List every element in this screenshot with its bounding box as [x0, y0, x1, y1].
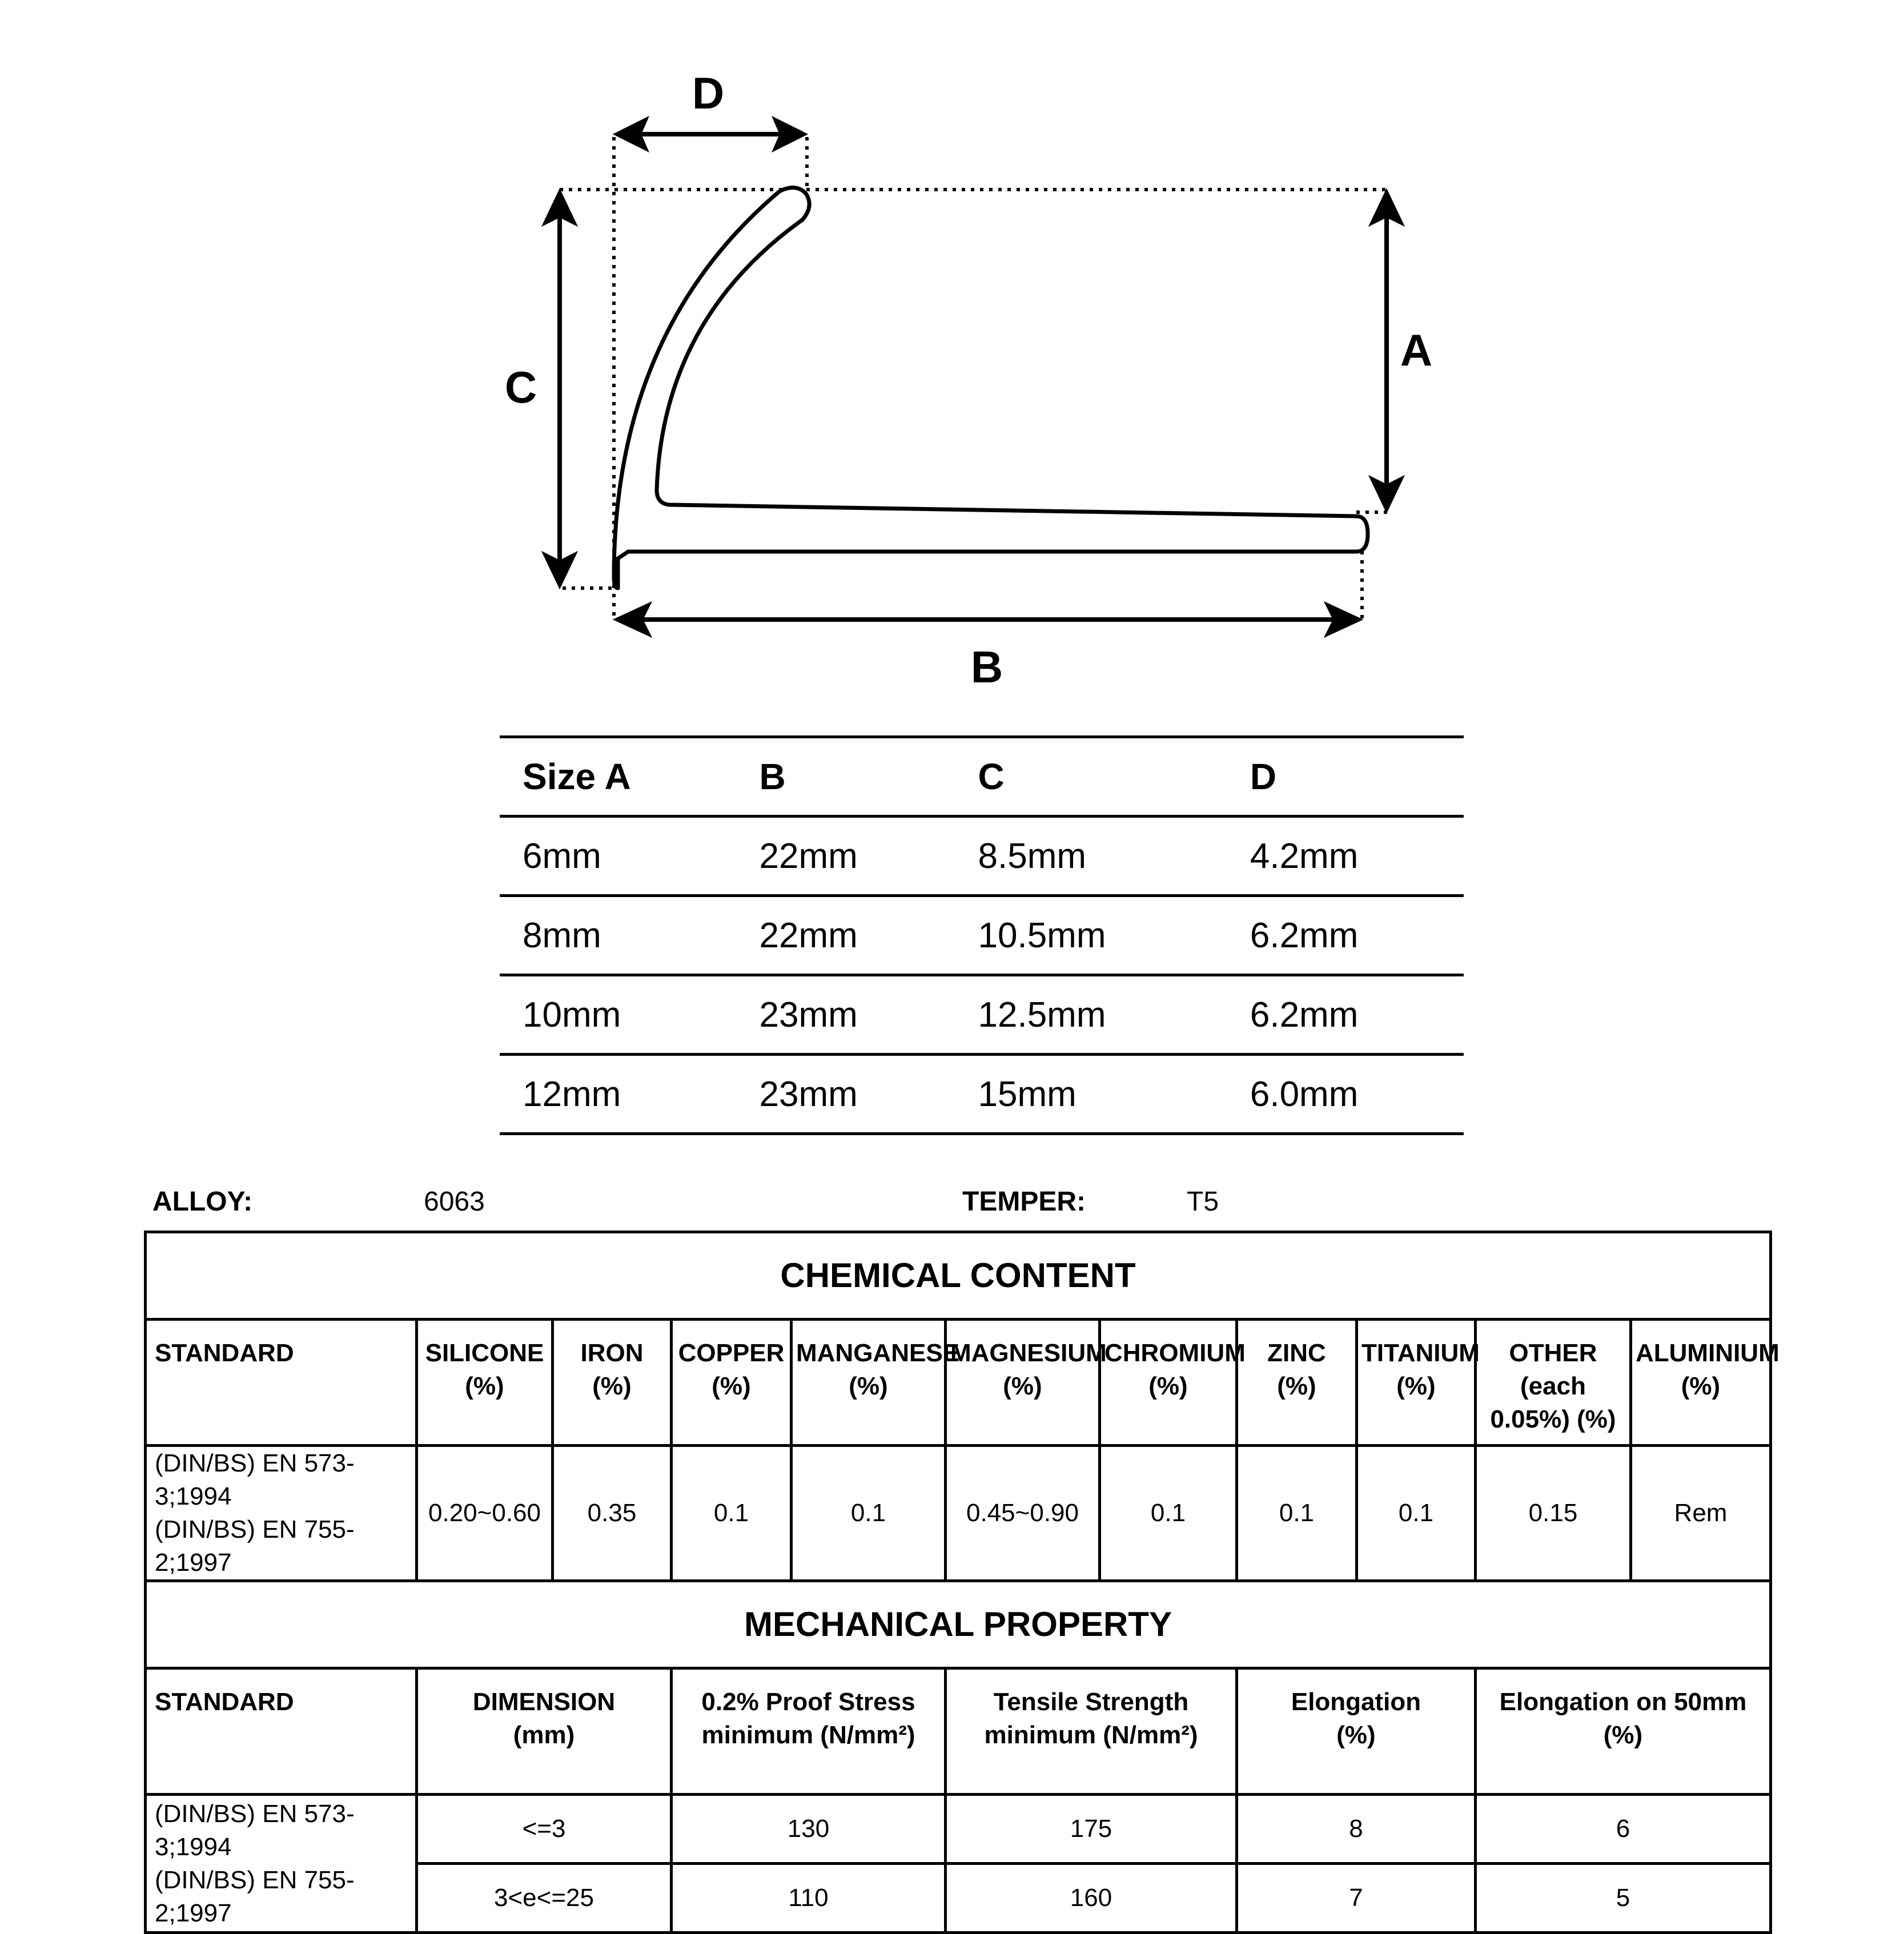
size-cell: 15mm: [955, 1055, 1227, 1134]
standard-line: (DIN/BS) EN 573-3;1994: [155, 1449, 355, 1510]
mechanical-standard-cell: [146, 1795, 417, 1933]
dimension-label-b: B: [970, 642, 1003, 692]
chromium-header: [1100, 1320, 1246, 1446]
table-row: [146, 1446, 1771, 1581]
elongation-50mm-header: [1476, 1668, 1771, 1795]
size-table: [500, 735, 1464, 1135]
size-cell: 8.5mm: [955, 817, 1227, 896]
trim-profile-outline: [614, 188, 1368, 588]
manganese-value: 0.1: [792, 1446, 946, 1581]
size-cell: 4.2mm: [1227, 817, 1464, 896]
tensile-strength-value: 160: [946, 1864, 1237, 1933]
copper-header: [672, 1320, 792, 1446]
size-cell: 23mm: [736, 975, 955, 1055]
table-row: [500, 896, 1464, 975]
size-cell: 6mm: [500, 817, 736, 896]
chemical-content-title: CHEMICAL CONTENT: [146, 1232, 1771, 1320]
dimension-value: <=3: [417, 1795, 672, 1864]
mechanical-header-row: [146, 1668, 1771, 1795]
manganese-header: [792, 1320, 960, 1446]
chemical-header-row: [146, 1320, 1771, 1446]
proof-stress-value: 110: [672, 1864, 946, 1933]
copper-value: 0.1: [672, 1446, 792, 1581]
size-cell: 12mm: [500, 1055, 736, 1134]
dimension-label-c: C: [504, 362, 537, 412]
size-cell: 22mm: [736, 896, 955, 975]
chemical-standard-cell: [146, 1446, 417, 1581]
chemical-title-row: [146, 1232, 1771, 1320]
dimension-label-a: A: [1400, 325, 1433, 375]
header-line: (%): [1681, 1372, 1721, 1400]
standard-line: (DIN/BS) EN 755-2;1997: [155, 1865, 355, 1927]
iron-value: 0.35: [553, 1446, 672, 1581]
header-line: MAGNESIUM: [950, 1339, 1107, 1367]
table-row: [500, 817, 1464, 896]
header-line: minimum (N/mm²): [701, 1721, 915, 1749]
elongation-value: 8: [1237, 1795, 1476, 1864]
header-line: (mm): [513, 1721, 575, 1749]
size-cell: 12.5mm: [955, 975, 1227, 1055]
chromium-value: 0.1: [1100, 1446, 1237, 1581]
dimension-value: 3<e<=25: [417, 1864, 672, 1933]
chemical-standard-header: STANDARD: [146, 1320, 417, 1446]
elongation-header: [1237, 1668, 1476, 1795]
magnesium-value: 0.45~0.90: [946, 1446, 1100, 1581]
size-cell: 10.5mm: [955, 896, 1227, 975]
elongation-50mm-value: 6: [1476, 1795, 1771, 1864]
elongation-50mm-value: 5: [1476, 1864, 1771, 1933]
size-header-d: D: [1227, 737, 1464, 817]
elongation-value: 7: [1237, 1864, 1476, 1933]
other-value: 0.15: [1476, 1446, 1631, 1581]
header-line: 0.2% Proof Stress: [701, 1688, 915, 1716]
mechanical-property-title: MECHANICAL PROPERTY: [146, 1581, 1771, 1668]
size-header-c: C: [955, 737, 1227, 817]
proof-stress-value: 130: [672, 1795, 946, 1864]
header-line: Elongation on 50mm: [1499, 1688, 1747, 1716]
header-line: ALUMINIUM: [1636, 1339, 1780, 1367]
header-line: CHROMIUM: [1104, 1339, 1246, 1367]
table-row: [146, 1795, 1771, 1864]
alloy-property-table: [144, 1231, 1780, 1934]
dimension-header: [417, 1668, 672, 1795]
header-line: (%): [1396, 1372, 1436, 1400]
size-cell: 22mm: [736, 817, 955, 896]
header-line: (%): [1603, 1721, 1643, 1749]
temper-label: TEMPER:: [962, 1187, 1086, 1217]
size-header-a: Size A: [500, 737, 736, 817]
size-cell: 8mm: [500, 896, 736, 975]
header-line: (%): [465, 1372, 504, 1400]
tensile-strength-header: [946, 1668, 1237, 1795]
header-line: (%): [592, 1372, 632, 1400]
aluminium-value: Rem: [1631, 1446, 1771, 1581]
titanium-value: 0.1: [1357, 1446, 1476, 1581]
header-line: IRON: [580, 1339, 644, 1367]
header-line: (%): [1003, 1372, 1042, 1400]
size-table-header-row: [500, 737, 1464, 817]
header-line: (%): [1336, 1721, 1376, 1749]
size-cell: 6.2mm: [1227, 896, 1464, 975]
profile-diagram: [0, 0, 1904, 719]
header-line: (%): [1277, 1372, 1316, 1400]
header-line: 0.05%) (%): [1490, 1405, 1616, 1433]
header-line: (%): [1148, 1372, 1188, 1400]
alloy-label: ALLOY:: [152, 1187, 253, 1217]
other-header: [1476, 1320, 1631, 1446]
table-row: [500, 1055, 1464, 1134]
header-line: MANGANESE: [796, 1339, 960, 1367]
dimension-label-d: D: [692, 68, 725, 118]
size-cell: 23mm: [736, 1055, 955, 1134]
size-cell: 6.0mm: [1227, 1055, 1464, 1134]
temper-value: T5: [1187, 1187, 1219, 1217]
size-cell: 6.2mm: [1227, 975, 1464, 1055]
zinc-value: 0.1: [1237, 1446, 1357, 1581]
silicone-header: [417, 1320, 553, 1446]
standard-line: (DIN/BS) EN 573-3;1994: [155, 1799, 355, 1861]
header-line: ZINC: [1267, 1339, 1326, 1367]
header-line: minimum (N/mm²): [984, 1721, 1198, 1749]
header-line: Tensile Strength: [993, 1688, 1189, 1716]
aluminium-header: [1631, 1320, 1780, 1446]
standard-line: (DIN/BS) EN 755-2;1997: [155, 1515, 355, 1577]
header-line: (%): [849, 1372, 888, 1400]
header-line: OTHER (each: [1509, 1339, 1597, 1400]
header-line: TITANIUM: [1361, 1339, 1480, 1367]
silicone-value: 0.20~0.60: [417, 1446, 553, 1581]
proof-stress-header: [672, 1668, 946, 1795]
header-line: Elongation: [1291, 1688, 1421, 1716]
tensile-strength-value: 175: [946, 1795, 1237, 1864]
size-header-b: B: [736, 737, 955, 817]
header-line: COPPER: [678, 1339, 785, 1367]
mechanical-standard-header: STANDARD: [146, 1668, 417, 1795]
mechanical-title-row: [146, 1581, 1771, 1668]
header-line: DIMENSION: [472, 1688, 616, 1716]
magnesium-header: [946, 1320, 1107, 1446]
titanium-header: [1357, 1320, 1480, 1446]
header-line: SILICONE: [425, 1339, 544, 1367]
alloy-value: 6063: [424, 1187, 485, 1217]
zinc-header: [1237, 1320, 1357, 1446]
table-row: [500, 975, 1464, 1055]
header-line: (%): [712, 1372, 751, 1400]
size-cell: 10mm: [500, 975, 736, 1055]
iron-header: [553, 1320, 672, 1446]
